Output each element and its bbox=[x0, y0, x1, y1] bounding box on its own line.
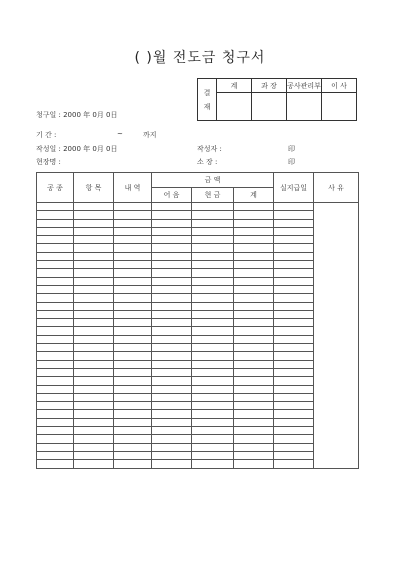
table-row bbox=[37, 410, 359, 418]
cell-total[interactable] bbox=[234, 203, 274, 211]
cell-trade[interactable] bbox=[37, 344, 74, 352]
cell-cash[interactable] bbox=[192, 252, 234, 260]
cell-item[interactable] bbox=[74, 427, 114, 435]
cell-total[interactable] bbox=[234, 277, 274, 285]
cell-actual[interactable] bbox=[274, 294, 314, 302]
cell-item[interactable] bbox=[74, 443, 114, 451]
cell-actual[interactable] bbox=[274, 335, 314, 343]
table-row bbox=[37, 203, 359, 211]
cell-bill[interactable] bbox=[152, 451, 192, 459]
cell-cash[interactable] bbox=[192, 261, 234, 269]
cell-cash[interactable] bbox=[192, 335, 234, 343]
cell-total[interactable] bbox=[234, 294, 274, 302]
cell-bill[interactable] bbox=[152, 360, 192, 368]
cell-detail[interactable] bbox=[114, 310, 152, 318]
cell-cash[interactable] bbox=[192, 393, 234, 401]
cell-detail[interactable] bbox=[114, 377, 152, 385]
cell-total[interactable] bbox=[234, 443, 274, 451]
cell-item[interactable] bbox=[74, 227, 114, 235]
cell-total[interactable] bbox=[234, 460, 274, 468]
cell-item[interactable] bbox=[74, 277, 114, 285]
cell-cash[interactable] bbox=[192, 360, 234, 368]
table-row bbox=[37, 360, 359, 368]
cell-item[interactable] bbox=[74, 261, 114, 269]
table-row bbox=[37, 418, 359, 426]
cell-cash[interactable] bbox=[192, 294, 234, 302]
cell-detail[interactable] bbox=[114, 327, 152, 335]
cell-total[interactable] bbox=[234, 402, 274, 410]
cell-actual[interactable] bbox=[274, 261, 314, 269]
table-row bbox=[37, 252, 359, 260]
cell-item[interactable] bbox=[74, 327, 114, 335]
table-row bbox=[37, 435, 359, 443]
cell-trade[interactable] bbox=[37, 402, 74, 410]
cell-cash[interactable] bbox=[192, 302, 234, 310]
cell-detail[interactable] bbox=[114, 460, 152, 468]
table-row bbox=[37, 402, 359, 410]
cell-cash[interactable] bbox=[192, 368, 234, 376]
cell-item[interactable] bbox=[74, 335, 114, 343]
header-trade: 공 종 bbox=[37, 173, 74, 203]
cell-cash[interactable] bbox=[192, 402, 234, 410]
cell-detail[interactable] bbox=[114, 402, 152, 410]
cell-bill[interactable] bbox=[152, 427, 192, 435]
cell-trade[interactable] bbox=[37, 211, 74, 219]
cell-total[interactable] bbox=[234, 410, 274, 418]
cell-actual[interactable] bbox=[274, 227, 314, 235]
cell-actual[interactable] bbox=[274, 377, 314, 385]
cell-detail[interactable] bbox=[114, 410, 152, 418]
cell-actual[interactable] bbox=[274, 302, 314, 310]
cell-bill[interactable] bbox=[152, 327, 192, 335]
cell-actual[interactable] bbox=[274, 285, 314, 293]
cell-trade[interactable] bbox=[37, 352, 74, 360]
cell-detail[interactable] bbox=[114, 435, 152, 443]
cell-cash[interactable] bbox=[192, 219, 234, 227]
cell-trade[interactable] bbox=[37, 203, 74, 211]
cell-actual[interactable] bbox=[274, 211, 314, 219]
table-row bbox=[37, 377, 359, 385]
cell-item[interactable] bbox=[74, 252, 114, 260]
cell-bill[interactable] bbox=[152, 302, 192, 310]
cell-detail[interactable] bbox=[114, 427, 152, 435]
cell-trade[interactable] bbox=[37, 227, 74, 235]
cell-total[interactable] bbox=[234, 211, 274, 219]
cell-total[interactable] bbox=[234, 227, 274, 235]
table-row bbox=[37, 277, 359, 285]
cell-actual[interactable] bbox=[274, 203, 314, 211]
cell-item[interactable] bbox=[74, 402, 114, 410]
cell-total[interactable] bbox=[234, 327, 274, 335]
approval-sign-construction-dept[interactable] bbox=[287, 93, 322, 121]
approval-sign-director[interactable] bbox=[322, 93, 357, 121]
cell-item[interactable] bbox=[74, 203, 114, 211]
table-row bbox=[37, 443, 359, 451]
cell-item[interactable] bbox=[74, 393, 114, 401]
period-until: 까지 bbox=[143, 131, 157, 139]
cell-detail[interactable] bbox=[114, 302, 152, 310]
cell-trade[interactable] bbox=[37, 368, 74, 376]
writer-label: 작성자 : bbox=[197, 145, 222, 153]
cell-actual[interactable] bbox=[274, 310, 314, 318]
cell-trade[interactable] bbox=[37, 236, 74, 244]
cell-item[interactable] bbox=[74, 236, 114, 244]
table-row bbox=[37, 344, 359, 352]
cell-actual[interactable] bbox=[274, 344, 314, 352]
header-bill: 어 음 bbox=[152, 188, 192, 203]
cell-total[interactable] bbox=[234, 360, 274, 368]
cell-total[interactable] bbox=[234, 451, 274, 459]
cell-total[interactable] bbox=[234, 335, 274, 343]
cell-total[interactable] bbox=[234, 285, 274, 293]
table-row bbox=[37, 385, 359, 393]
header-detail: 내 역 bbox=[114, 173, 152, 203]
table-row bbox=[37, 368, 359, 376]
cell-bill[interactable] bbox=[152, 460, 192, 468]
cell-total[interactable] bbox=[234, 310, 274, 318]
header-total: 계 bbox=[234, 188, 274, 203]
cell-cash[interactable] bbox=[192, 435, 234, 443]
cell-trade[interactable] bbox=[37, 335, 74, 343]
cell-cash[interactable] bbox=[192, 460, 234, 468]
cell-bill[interactable] bbox=[152, 335, 192, 343]
cell-bill[interactable] bbox=[152, 244, 192, 252]
cell-trade[interactable] bbox=[37, 451, 74, 459]
cell-cash[interactable] bbox=[192, 319, 234, 327]
cell-trade[interactable] bbox=[37, 393, 74, 401]
cell-item[interactable] bbox=[74, 302, 114, 310]
cell-detail[interactable] bbox=[114, 352, 152, 360]
table-row bbox=[37, 310, 359, 318]
approval-role-construction-dept: 공사관리부 bbox=[287, 79, 322, 93]
cell-detail[interactable] bbox=[114, 227, 152, 235]
cell-detail[interactable] bbox=[114, 443, 152, 451]
cell-actual[interactable] bbox=[274, 360, 314, 368]
table-row bbox=[37, 460, 359, 468]
cell-item[interactable] bbox=[74, 368, 114, 376]
cell-cash[interactable] bbox=[192, 451, 234, 459]
cell-detail[interactable] bbox=[114, 418, 152, 426]
cell-total[interactable] bbox=[234, 427, 274, 435]
cell-detail[interactable] bbox=[114, 368, 152, 376]
cell-actual[interactable] bbox=[274, 443, 314, 451]
chief-label: 소 장 : bbox=[197, 158, 218, 166]
cell-total[interactable] bbox=[234, 352, 274, 360]
cell-cash[interactable] bbox=[192, 203, 234, 211]
cell-bill[interactable] bbox=[152, 435, 192, 443]
cell-actual[interactable] bbox=[274, 352, 314, 360]
cell-bill[interactable] bbox=[152, 344, 192, 352]
cell-trade[interactable] bbox=[37, 377, 74, 385]
cell-trade[interactable] bbox=[37, 285, 74, 293]
cell-cash[interactable] bbox=[192, 377, 234, 385]
cell-item[interactable] bbox=[74, 360, 114, 368]
cell-bill[interactable] bbox=[152, 252, 192, 260]
cell-cash[interactable] bbox=[192, 310, 234, 318]
cell-bill[interactable] bbox=[152, 227, 192, 235]
cell-cash[interactable] bbox=[192, 285, 234, 293]
cell-cash[interactable] bbox=[192, 385, 234, 393]
cell-item[interactable] bbox=[74, 294, 114, 302]
cell-bill[interactable] bbox=[152, 203, 192, 211]
cell-actual[interactable] bbox=[274, 435, 314, 443]
table-row bbox=[37, 236, 359, 244]
cell-actual[interactable] bbox=[274, 244, 314, 252]
cell-detail[interactable] bbox=[114, 203, 152, 211]
table-row bbox=[37, 285, 359, 293]
cell-trade[interactable] bbox=[37, 319, 74, 327]
cell-bill[interactable] bbox=[152, 368, 192, 376]
table-row bbox=[37, 327, 359, 335]
cell-total[interactable] bbox=[234, 418, 274, 426]
cell-detail[interactable] bbox=[114, 393, 152, 401]
cell-detail[interactable] bbox=[114, 211, 152, 219]
cell-actual[interactable] bbox=[274, 410, 314, 418]
cell-actual[interactable] bbox=[274, 269, 314, 277]
writer-seal: 印 bbox=[288, 145, 295, 153]
table-row bbox=[37, 451, 359, 459]
cell-total[interactable] bbox=[234, 393, 274, 401]
table-row bbox=[37, 302, 359, 310]
site-name-label: 현장명 : bbox=[36, 158, 61, 166]
cell-total[interactable] bbox=[234, 261, 274, 269]
cell-total[interactable] bbox=[234, 344, 274, 352]
cell-bill[interactable] bbox=[152, 219, 192, 227]
cell-bill[interactable] bbox=[152, 319, 192, 327]
cell-total[interactable] bbox=[234, 377, 274, 385]
cell-cash[interactable] bbox=[192, 236, 234, 244]
cell-actual[interactable] bbox=[274, 236, 314, 244]
cell-cash[interactable] bbox=[192, 227, 234, 235]
cell-bill[interactable] bbox=[152, 410, 192, 418]
table-row bbox=[37, 393, 359, 401]
cell-bill[interactable] bbox=[152, 277, 192, 285]
cell-actual[interactable] bbox=[274, 402, 314, 410]
cell-item[interactable] bbox=[74, 410, 114, 418]
cell-cash[interactable] bbox=[192, 344, 234, 352]
cell-bill[interactable] bbox=[152, 211, 192, 219]
cell-item[interactable] bbox=[74, 219, 114, 227]
cell-total[interactable] bbox=[234, 236, 274, 244]
table-row bbox=[37, 227, 359, 235]
table-row bbox=[37, 335, 359, 343]
cell-actual[interactable] bbox=[274, 277, 314, 285]
cell-trade[interactable] bbox=[37, 460, 74, 468]
cell-item[interactable] bbox=[74, 319, 114, 327]
cell-actual[interactable] bbox=[274, 385, 314, 393]
cell-detail[interactable] bbox=[114, 252, 152, 260]
approval-sign-staff[interactable] bbox=[217, 93, 252, 121]
table-row bbox=[37, 211, 359, 219]
table-row bbox=[37, 244, 359, 252]
cell-total[interactable] bbox=[234, 319, 274, 327]
cell-bill[interactable] bbox=[152, 269, 192, 277]
header-actual-payment-date: 실지급일 bbox=[274, 173, 314, 203]
table-row bbox=[37, 261, 359, 269]
request-date: 청구일 : 2000 年 0月 0日 bbox=[36, 111, 118, 119]
cell-bill[interactable] bbox=[152, 261, 192, 269]
cell-total[interactable] bbox=[234, 368, 274, 376]
cell-detail[interactable] bbox=[114, 319, 152, 327]
cell-item[interactable] bbox=[74, 244, 114, 252]
cell-reason[interactable] bbox=[314, 203, 359, 469]
cell-total[interactable] bbox=[234, 252, 274, 260]
cell-actual[interactable] bbox=[274, 418, 314, 426]
cell-item[interactable] bbox=[74, 385, 114, 393]
table-row bbox=[37, 269, 359, 277]
header-amount: 금 액 bbox=[152, 173, 274, 188]
cell-total[interactable] bbox=[234, 244, 274, 252]
chief-seal: 印 bbox=[288, 158, 295, 166]
cell-total[interactable] bbox=[234, 219, 274, 227]
cell-cash[interactable] bbox=[192, 244, 234, 252]
cell-trade[interactable] bbox=[37, 294, 74, 302]
cell-bill[interactable] bbox=[152, 393, 192, 401]
cell-cash[interactable] bbox=[192, 269, 234, 277]
cell-actual[interactable] bbox=[274, 368, 314, 376]
cell-detail[interactable] bbox=[114, 360, 152, 368]
cell-actual[interactable] bbox=[274, 252, 314, 260]
cell-actual[interactable] bbox=[274, 219, 314, 227]
approval-role-staff: 계 bbox=[217, 79, 252, 93]
cell-total[interactable] bbox=[234, 435, 274, 443]
cell-trade[interactable] bbox=[37, 427, 74, 435]
cell-trade[interactable] bbox=[37, 385, 74, 393]
cell-trade[interactable] bbox=[37, 269, 74, 277]
cell-bill[interactable] bbox=[152, 310, 192, 318]
cell-detail[interactable] bbox=[114, 219, 152, 227]
cell-cash[interactable] bbox=[192, 211, 234, 219]
cell-actual[interactable] bbox=[274, 451, 314, 459]
table-row bbox=[37, 294, 359, 302]
document-title: ( )월 전도금 청구서 bbox=[134, 50, 266, 66]
cell-bill[interactable] bbox=[152, 402, 192, 410]
cell-bill[interactable] bbox=[152, 285, 192, 293]
cell-detail[interactable] bbox=[114, 335, 152, 343]
cell-item[interactable] bbox=[74, 310, 114, 318]
cell-bill[interactable] bbox=[152, 385, 192, 393]
cell-item[interactable] bbox=[74, 352, 114, 360]
cell-detail[interactable] bbox=[114, 244, 152, 252]
cell-item[interactable] bbox=[74, 344, 114, 352]
cell-detail[interactable] bbox=[114, 269, 152, 277]
cell-trade[interactable] bbox=[37, 252, 74, 260]
cell-item[interactable] bbox=[74, 211, 114, 219]
cell-trade[interactable] bbox=[37, 219, 74, 227]
table-row bbox=[37, 319, 359, 327]
cell-actual[interactable] bbox=[274, 393, 314, 401]
cell-trade[interactable] bbox=[37, 327, 74, 335]
cell-total[interactable] bbox=[234, 269, 274, 277]
cell-trade[interactable] bbox=[37, 360, 74, 368]
cell-actual[interactable] bbox=[274, 427, 314, 435]
approval-side-label: 결 재 bbox=[198, 79, 217, 121]
expense-table bbox=[36, 172, 359, 469]
cell-detail[interactable] bbox=[114, 344, 152, 352]
cell-item[interactable] bbox=[74, 451, 114, 459]
cell-trade[interactable] bbox=[37, 435, 74, 443]
cell-cash[interactable] bbox=[192, 327, 234, 335]
cell-trade[interactable] bbox=[37, 261, 74, 269]
cell-detail[interactable] bbox=[114, 236, 152, 244]
cell-trade[interactable] bbox=[37, 302, 74, 310]
cell-cash[interactable] bbox=[192, 427, 234, 435]
cell-detail[interactable] bbox=[114, 294, 152, 302]
cell-item[interactable] bbox=[74, 460, 114, 468]
cell-trade[interactable] bbox=[37, 443, 74, 451]
header-item: 항 목 bbox=[74, 173, 114, 203]
approval-role-manager: 과 장 bbox=[252, 79, 287, 93]
cell-bill[interactable] bbox=[152, 377, 192, 385]
header-reason: 사 유 bbox=[314, 173, 359, 203]
approval-sign-manager[interactable] bbox=[252, 93, 287, 121]
cell-item[interactable] bbox=[74, 435, 114, 443]
cell-item[interactable] bbox=[74, 377, 114, 385]
cell-trade[interactable] bbox=[37, 244, 74, 252]
cell-actual[interactable] bbox=[274, 327, 314, 335]
period-label: 기 간 : bbox=[36, 131, 57, 139]
cell-trade[interactable] bbox=[37, 310, 74, 318]
cell-item[interactable] bbox=[74, 418, 114, 426]
cell-bill[interactable] bbox=[152, 443, 192, 451]
approval-role-director: 이 사 bbox=[322, 79, 357, 93]
written-date: 작성일 : 2000 年 0月 0日 bbox=[36, 145, 118, 153]
cell-trade[interactable] bbox=[37, 410, 74, 418]
cell-cash[interactable] bbox=[192, 410, 234, 418]
cell-bill[interactable] bbox=[152, 236, 192, 244]
cell-detail[interactable] bbox=[114, 385, 152, 393]
cell-actual[interactable] bbox=[274, 460, 314, 468]
cell-detail[interactable] bbox=[114, 451, 152, 459]
header-cash: 현 금 bbox=[192, 188, 234, 203]
cell-cash[interactable] bbox=[192, 443, 234, 451]
cell-bill[interactable] bbox=[152, 418, 192, 426]
period-dash: ~ bbox=[117, 130, 123, 138]
cell-cash[interactable] bbox=[192, 277, 234, 285]
cell-cash[interactable] bbox=[192, 352, 234, 360]
cell-item[interactable] bbox=[74, 269, 114, 277]
cell-bill[interactable] bbox=[152, 294, 192, 302]
cell-detail[interactable] bbox=[114, 285, 152, 293]
cell-actual[interactable] bbox=[274, 319, 314, 327]
approval-box bbox=[197, 78, 357, 121]
table-row bbox=[37, 219, 359, 227]
cell-total[interactable] bbox=[234, 302, 274, 310]
cell-cash[interactable] bbox=[192, 418, 234, 426]
cell-item[interactable] bbox=[74, 285, 114, 293]
cell-detail[interactable] bbox=[114, 261, 152, 269]
cell-total[interactable] bbox=[234, 385, 274, 393]
cell-trade[interactable] bbox=[37, 418, 74, 426]
cell-trade[interactable] bbox=[37, 277, 74, 285]
cell-detail[interactable] bbox=[114, 277, 152, 285]
cell-bill[interactable] bbox=[152, 352, 192, 360]
table-row bbox=[37, 427, 359, 435]
table-row bbox=[37, 352, 359, 360]
